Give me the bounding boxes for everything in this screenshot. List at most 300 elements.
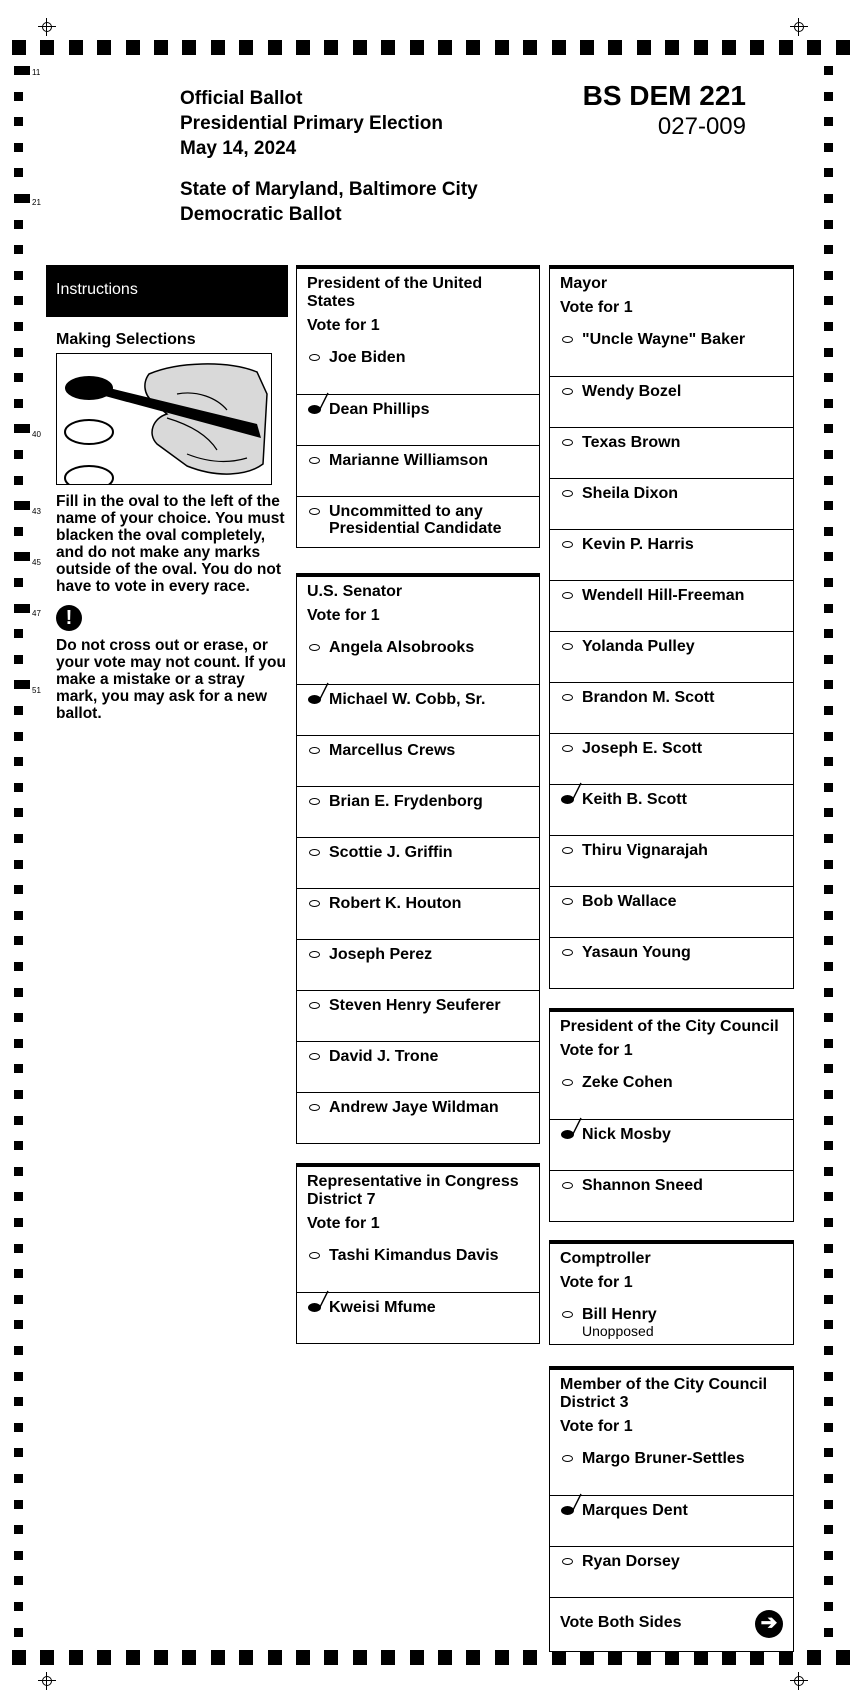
empty-oval-icon[interactable] [309, 849, 320, 856]
candidate-row[interactable] [297, 990, 539, 1041]
empty-oval-icon[interactable] [562, 592, 573, 599]
timing-mark [14, 1218, 23, 1227]
timing-mark [824, 194, 833, 203]
timing-mark [523, 1650, 537, 1665]
candidate-row[interactable] [297, 1041, 539, 1092]
timing-mark [14, 450, 23, 459]
candidate-name: Ryan Dorsey [582, 1553, 680, 1570]
timing-mark [824, 962, 833, 971]
contest-title: Representative in Congress District 7 [307, 1173, 519, 1208]
timing-mark [824, 476, 833, 485]
candidate-row[interactable] [550, 1300, 793, 1344]
timing-mark [296, 1650, 310, 1665]
candidate-name: Steven Henry Seuferer [329, 997, 501, 1014]
timing-mark [665, 40, 679, 55]
timing-mark [824, 911, 833, 920]
contest-title: Comptroller [560, 1250, 651, 1267]
candidate-row[interactable] [550, 886, 793, 937]
timing-mark [97, 40, 111, 55]
timing-mark [211, 40, 225, 55]
timing-mark [824, 834, 833, 843]
candidate-name: Joseph E. Scott [582, 740, 703, 757]
candidate-row[interactable] [297, 633, 539, 684]
timing-mark [824, 552, 833, 561]
timing-mark [268, 40, 282, 55]
candidate-name: Kevin P. Harris [582, 536, 694, 553]
timing-mark [824, 1500, 833, 1509]
instructions-subtitle: Making Selections [56, 331, 196, 348]
timing-mark [14, 1039, 23, 1048]
candidate-name: Brandon M. Scott [582, 689, 715, 706]
timing-mark [824, 1013, 833, 1022]
check-stroke-icon [315, 682, 329, 702]
check-stroke-icon [315, 392, 329, 412]
timing-mark [239, 40, 253, 55]
empty-oval-icon[interactable] [562, 949, 573, 956]
candidate-name: Marcellus Crews [329, 742, 456, 759]
timing-mark [14, 296, 23, 305]
timing-mark [14, 655, 23, 664]
contest-city-council-president [549, 1008, 794, 1222]
timing-mark [836, 40, 850, 55]
candidate-row[interactable] [550, 376, 793, 427]
timing-mark [14, 629, 23, 638]
candidate-name: Brian E. Frydenborg [329, 793, 483, 810]
instructions-title: Instructions [46, 265, 288, 317]
empty-oval-icon[interactable] [562, 1455, 573, 1462]
empty-oval-icon[interactable] [562, 388, 573, 395]
edge-number: 11 [32, 68, 41, 77]
timing-mark [14, 706, 23, 715]
candidate-row[interactable] [550, 937, 793, 988]
candidate-name: Zeke Cohen [582, 1074, 673, 1091]
empty-oval-icon[interactable] [562, 643, 573, 650]
header-date: May 14, 2024 [180, 138, 297, 159]
empty-oval-icon[interactable] [309, 1053, 320, 1060]
candidate-row[interactable] [550, 1119, 793, 1170]
timing-mark [824, 373, 833, 382]
timing-mark [97, 1650, 111, 1665]
contest-congress-district-7 [296, 1163, 540, 1344]
empty-oval-icon[interactable] [309, 1104, 320, 1111]
candidate-row[interactable] [550, 325, 793, 376]
vote-both-sides [550, 1597, 793, 1651]
registration-mark [38, 18, 56, 36]
timing-mark [779, 40, 793, 55]
timing-mark [694, 40, 708, 55]
vote-for-label: Vote for 1 [307, 607, 380, 624]
timing-mark [154, 1650, 168, 1665]
candidate-row[interactable] [297, 343, 539, 394]
candidate-name: Keith B. Scott [582, 791, 687, 808]
empty-oval-icon[interactable] [309, 798, 320, 805]
timing-mark [14, 168, 23, 177]
candidate-name: Bill Henry [582, 1306, 657, 1323]
timing-mark [495, 40, 509, 55]
candidate-name: Yasaun Young [582, 944, 691, 961]
candidate-name: Dean Phillips [329, 401, 430, 418]
timing-mark [824, 66, 833, 75]
candidate-row[interactable] [297, 837, 539, 888]
empty-oval-icon[interactable] [309, 457, 320, 464]
edge-number: 43 [32, 507, 41, 516]
candidate-row[interactable] [550, 1495, 793, 1546]
timing-mark [14, 194, 30, 203]
timing-mark [14, 988, 23, 997]
timing-mark [824, 1244, 833, 1253]
timing-mark [824, 604, 833, 613]
timing-mark [824, 936, 833, 945]
candidate-row[interactable] [550, 835, 793, 886]
registration-mark [790, 18, 808, 36]
contest-title: Member of the City Council District 3 [560, 1376, 768, 1411]
timing-mark [824, 117, 833, 126]
timing-mark [824, 1295, 833, 1304]
empty-oval-icon[interactable] [309, 951, 320, 958]
vote-for-label: Vote for 1 [560, 1418, 633, 1435]
candidate-row[interactable] [297, 1292, 539, 1343]
timing-mark [824, 1218, 833, 1227]
timing-mark [807, 1650, 821, 1665]
edge-number: 21 [32, 198, 41, 207]
timing-mark [608, 1650, 622, 1665]
timing-mark [14, 1500, 23, 1509]
vote-for-label: Vote for 1 [307, 1215, 380, 1232]
instructions-panel [46, 265, 288, 722]
vote-for-label: Vote for 1 [560, 299, 633, 316]
timing-mark [608, 40, 622, 55]
timing-mark [824, 322, 833, 331]
empty-oval-icon[interactable] [562, 1182, 573, 1189]
timing-mark [410, 1650, 424, 1665]
candidate-row[interactable] [297, 394, 539, 445]
candidate-row[interactable] [297, 888, 539, 939]
timing-mark [824, 527, 833, 536]
check-stroke-icon [315, 1290, 329, 1310]
timing-mark [580, 40, 594, 55]
timing-marks-right [824, 66, 836, 1646]
timing-mark [824, 1116, 833, 1125]
timing-mark [14, 1346, 23, 1355]
timing-marks-left [14, 66, 26, 1646]
header-party: Democratic Ballot [180, 204, 342, 225]
timing-mark [40, 1650, 54, 1665]
timing-mark [824, 860, 833, 869]
candidate-row[interactable] [297, 1092, 539, 1143]
candidate-row[interactable] [550, 784, 793, 835]
candidate-row[interactable] [297, 939, 539, 990]
candidate-row[interactable] [550, 1068, 793, 1119]
timing-mark [14, 1576, 23, 1585]
candidate-name: "Uncle Wayne" Baker [582, 331, 746, 348]
contest-title: Mayor [560, 275, 608, 292]
timing-mark [824, 988, 833, 997]
candidate-row[interactable] [550, 682, 793, 733]
empty-oval-icon[interactable] [562, 745, 573, 752]
timing-mark [466, 1650, 480, 1665]
timing-mark [14, 92, 23, 101]
timing-mark [14, 373, 23, 382]
timing-mark [824, 808, 833, 817]
candidate-name: Thiru Vignarajah [582, 842, 708, 859]
candidate-name: Marques Dent [582, 1502, 688, 1519]
timing-mark [211, 1650, 225, 1665]
ballot-jurisdiction [180, 177, 478, 227]
candidate-name: Joe Biden [329, 349, 406, 366]
contest-mayor [549, 265, 794, 989]
timing-mark [14, 1423, 23, 1432]
timing-mark [824, 757, 833, 766]
timing-mark [14, 245, 23, 254]
timing-mark [824, 220, 833, 229]
contest-title: President of the United States [307, 275, 483, 310]
empty-oval-icon[interactable] [562, 336, 573, 343]
candidate-row[interactable] [297, 496, 539, 547]
registration-mark [38, 1672, 56, 1690]
timing-marks-top [12, 40, 840, 56]
candidate-name: Yolanda Pulley [582, 638, 695, 655]
timing-mark [14, 1602, 23, 1611]
candidate-name: Andrew Jaye Wildman [329, 1099, 499, 1116]
candidate-row[interactable] [297, 684, 539, 735]
candidate-row[interactable] [297, 735, 539, 786]
timing-mark [14, 1192, 23, 1201]
timing-mark [824, 501, 833, 510]
check-stroke-icon [568, 1493, 582, 1513]
vote-both-sides-label: Vote Both Sides [560, 1614, 682, 1631]
timing-mark [523, 40, 537, 55]
candidate-row[interactable] [550, 733, 793, 784]
timing-mark [14, 808, 23, 817]
timing-mark [296, 40, 310, 55]
timing-mark [14, 348, 23, 357]
candidate-name: David J. Trone [329, 1048, 439, 1065]
timing-mark [722, 40, 736, 55]
candidate-row[interactable] [550, 1546, 793, 1597]
empty-oval-icon[interactable] [562, 1079, 573, 1086]
timing-mark [14, 476, 23, 485]
timing-mark [182, 1650, 196, 1665]
timing-mark [824, 1628, 833, 1637]
candidate-row[interactable] [550, 580, 793, 631]
timing-mark [552, 40, 566, 55]
timing-mark [353, 40, 367, 55]
candidate-name: Angela Alsobrooks [329, 639, 475, 656]
candidate-row[interactable] [297, 445, 539, 496]
timing-mark [14, 936, 23, 945]
timing-mark [824, 1525, 833, 1534]
timing-mark [495, 1650, 509, 1665]
candidate-name: Texas Brown [582, 434, 681, 451]
candidate-name: Tashi Kimandus Davis [329, 1247, 499, 1264]
timing-mark [824, 706, 833, 715]
timing-mark [722, 1650, 736, 1665]
timing-mark [14, 834, 23, 843]
empty-oval-icon[interactable] [562, 694, 573, 701]
timing-mark [14, 962, 23, 971]
timing-mark [824, 1551, 833, 1560]
timing-mark [14, 860, 23, 869]
empty-oval-icon[interactable] [309, 1002, 320, 1009]
contest-title: U.S. Senator [307, 583, 403, 600]
timing-mark [824, 143, 833, 152]
timing-mark [14, 501, 30, 510]
timing-mark [824, 1397, 833, 1406]
timing-mark [824, 629, 833, 638]
empty-oval-icon[interactable] [309, 747, 320, 754]
timing-mark [14, 1448, 23, 1457]
candidate-row[interactable] [550, 631, 793, 682]
timing-mark [14, 1628, 23, 1637]
timing-mark [824, 1423, 833, 1432]
instructions-text: Fill in the oval to the left of the name of your choice. You must blacken the oval completely, and do not make any marks outside of the oval. You do not have to vote in every race. [56, 493, 285, 595]
check-stroke-icon [568, 1117, 582, 1137]
timing-mark [14, 527, 23, 536]
timing-mark [14, 911, 23, 920]
timing-mark [750, 1650, 764, 1665]
timing-mark [154, 40, 168, 55]
timing-mark [69, 1650, 83, 1665]
timing-mark [14, 783, 23, 792]
vote-for-label: Vote for 1 [560, 1274, 633, 1291]
timing-mark [14, 399, 23, 408]
candidate-row[interactable] [550, 529, 793, 580]
timing-mark [824, 1090, 833, 1099]
timing-mark [14, 1269, 23, 1278]
empty-oval-icon[interactable] [309, 900, 320, 907]
empty-oval-icon[interactable] [309, 1252, 320, 1259]
empty-oval-icon[interactable] [309, 354, 320, 361]
timing-mark [14, 578, 23, 587]
timing-mark [410, 40, 424, 55]
timing-mark [12, 1650, 26, 1665]
timing-mark [14, 885, 23, 894]
timing-mark [126, 40, 140, 55]
candidate-name: Sheila Dixon [582, 485, 679, 502]
timing-mark [824, 732, 833, 741]
empty-oval-icon[interactable] [562, 1311, 573, 1318]
timing-mark [665, 1650, 679, 1665]
timing-mark [466, 40, 480, 55]
timing-mark [268, 1650, 282, 1665]
timing-mark [824, 1192, 833, 1201]
check-stroke-icon [568, 782, 582, 802]
exclamation-icon: ! [56, 605, 82, 631]
edge-number: 51 [32, 686, 41, 695]
candidate-name: Robert K. Houton [329, 895, 462, 912]
timing-marks-bottom [12, 1650, 840, 1666]
timing-mark [14, 552, 30, 561]
timing-mark [182, 40, 196, 55]
timing-mark [824, 296, 833, 305]
header-jurisdiction: State of Maryland, Baltimore City [180, 179, 478, 200]
candidate-note: Unopposed [582, 1323, 654, 1339]
timing-mark [14, 220, 23, 229]
timing-mark [14, 680, 30, 689]
candidate-name: Joseph Perez [329, 946, 433, 963]
timing-mark [14, 757, 23, 766]
candidate-row[interactable] [550, 1444, 793, 1495]
timing-mark [14, 1013, 23, 1022]
timing-mark [824, 92, 833, 101]
timing-mark [580, 1650, 594, 1665]
candidate-row[interactable] [550, 427, 793, 478]
timing-mark [824, 1346, 833, 1355]
registration-mark [790, 1672, 808, 1690]
ballot-header [180, 86, 443, 161]
timing-mark [69, 40, 83, 55]
timing-mark [14, 1551, 23, 1560]
contest-comptroller [549, 1240, 794, 1345]
timing-mark [14, 117, 23, 126]
candidate-row[interactable] [550, 478, 793, 529]
timing-mark [381, 1650, 395, 1665]
empty-oval-icon[interactable] [562, 541, 573, 548]
candidate-name: Kweisi Mfume [329, 1299, 436, 1316]
timing-mark [694, 1650, 708, 1665]
timing-mark [14, 1474, 23, 1483]
candidate-row[interactable] [297, 786, 539, 837]
timing-mark [824, 424, 833, 433]
timing-mark [637, 40, 651, 55]
empty-oval-icon[interactable] [309, 508, 320, 515]
timing-mark [552, 1650, 566, 1665]
timing-mark [807, 40, 821, 55]
header-election: Presidential Primary Election [180, 113, 443, 134]
marking-example-illustration [56, 353, 272, 485]
timing-mark [824, 1320, 833, 1329]
timing-mark [824, 271, 833, 280]
candidate-row[interactable] [297, 1241, 539, 1292]
empty-oval-icon[interactable] [562, 439, 573, 446]
edge-number: 40 [32, 430, 41, 439]
timing-mark [40, 40, 54, 55]
candidate-name: Uncommitted to any Presidential Candidate [329, 503, 502, 537]
timing-mark [14, 1141, 23, 1150]
timing-mark [824, 168, 833, 177]
empty-oval-icon[interactable] [562, 490, 573, 497]
timing-mark [824, 680, 833, 689]
timing-mark [824, 1372, 833, 1381]
timing-mark [824, 1167, 833, 1176]
timing-mark [14, 1320, 23, 1329]
timing-mark [14, 604, 30, 613]
empty-oval-icon[interactable] [309, 644, 320, 651]
timing-mark [824, 1141, 833, 1150]
timing-mark [824, 245, 833, 254]
ballot-code [560, 80, 746, 142]
precinct-number: 027-009 [657, 113, 746, 140]
candidate-name: Bob Wallace [582, 893, 677, 910]
vote-for-label: Vote for 1 [307, 317, 380, 334]
header-title: Official Ballot [180, 88, 303, 109]
empty-oval-icon[interactable] [562, 898, 573, 905]
candidate-name: Michael W. Cobb, Sr. [329, 691, 486, 708]
empty-oval-icon[interactable] [562, 847, 573, 854]
candidate-row[interactable] [550, 1170, 793, 1221]
timing-mark [14, 1116, 23, 1125]
timing-mark [750, 40, 764, 55]
timing-mark [381, 40, 395, 55]
empty-oval-icon[interactable] [562, 1558, 573, 1565]
timing-mark [438, 40, 452, 55]
timing-mark [14, 1525, 23, 1534]
timing-mark [14, 1244, 23, 1253]
timing-mark [14, 1090, 23, 1099]
timing-mark [14, 143, 23, 152]
timing-mark [824, 348, 833, 357]
candidate-name: Marianne Williamson [329, 452, 488, 469]
